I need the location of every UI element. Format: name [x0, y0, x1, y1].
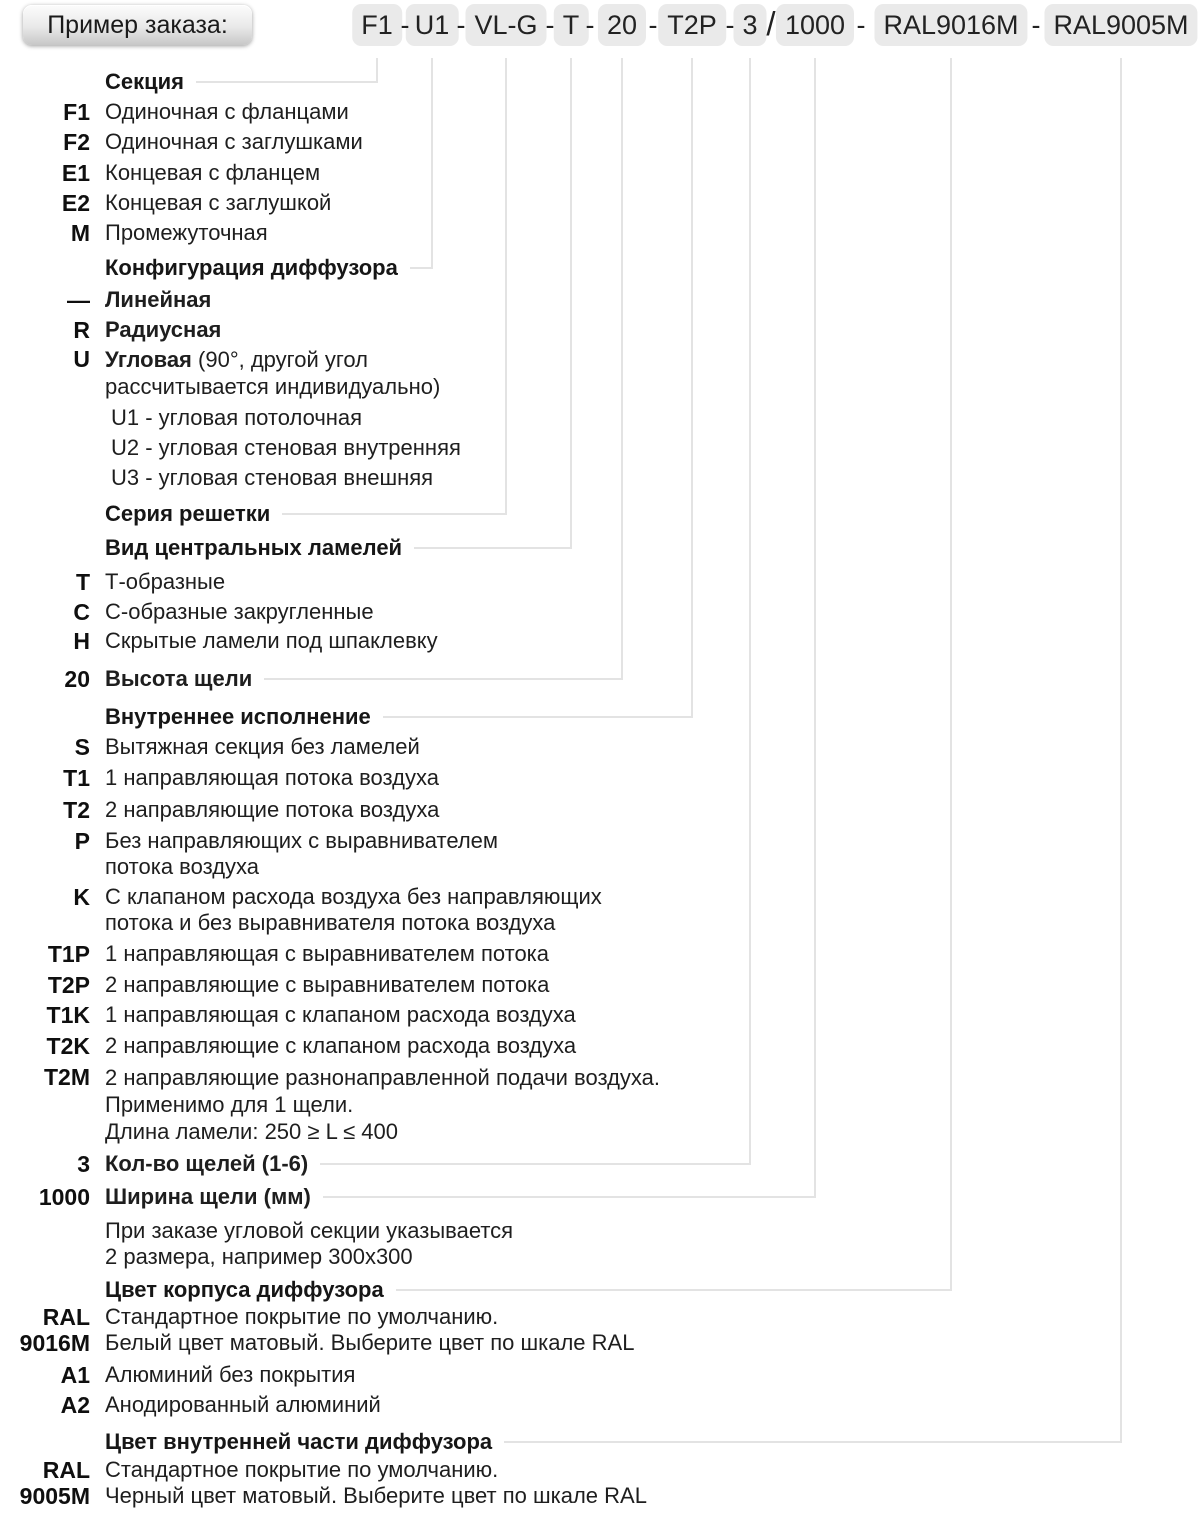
connector-line — [383, 716, 692, 718]
section-header-label: Серия решетки — [105, 501, 271, 526]
item-code: H — [73, 628, 90, 654]
item-description: Вытяжная секция без ламелей — [105, 734, 420, 759]
item-description — [105, 1457, 647, 1509]
section-header-label: Цвет внутренней части диффузора — [105, 1429, 493, 1454]
item-code — [0, 1457, 90, 1509]
item-code: T1 — [63, 765, 90, 791]
section-header-configuration — [105, 253, 432, 283]
item-code: E2 — [61, 190, 90, 216]
connector-line-inner-design — [691, 58, 693, 718]
item-description — [105, 1064, 660, 1145]
code-line: 9005M — [19, 1483, 90, 1509]
description-line: Применимо для 1 щели. — [105, 1092, 354, 1117]
code-part-slot-height: 20 — [598, 4, 646, 46]
item-description: Концевая с фланцем — [105, 160, 321, 185]
description-line: Черный цвет матовый. Выберите цвет по шкале RAL — [105, 1483, 647, 1508]
section-header-label: Цвет корпуса диффузора — [105, 1277, 384, 1302]
legend-row-slot-width — [0, 1182, 815, 1212]
item-code: 3 — [77, 1151, 90, 1177]
legend-row — [0, 285, 211, 315]
connector-line-series — [505, 58, 507, 515]
section-header-label: Секция — [105, 69, 185, 94]
connector-line — [264, 678, 622, 680]
legend-subitem: U3 - угловая стеновая внешняя — [111, 465, 434, 490]
legend-row — [0, 1360, 355, 1390]
connector-line-configuration — [431, 58, 433, 269]
description-line: Стандартное покрытие по умолчанию. — [105, 1457, 499, 1482]
item-description: 2 направляющие с клапаном расхода воздуха — [105, 1033, 577, 1058]
connector-line-slot-height — [621, 58, 623, 680]
item-description: 2 направляющие потока воздуха — [105, 797, 440, 822]
connector-line-lamella-type — [570, 58, 572, 549]
item-description: С-образные закругленные — [105, 599, 374, 624]
connector-line-slot-width — [814, 58, 816, 1198]
item-code: 1000 — [38, 1184, 90, 1210]
connector-line — [504, 1441, 1121, 1443]
connector-line — [410, 267, 432, 269]
legend-row — [0, 1031, 576, 1061]
item-code: 20 — [64, 666, 90, 692]
legend-row — [0, 346, 440, 400]
item-code: C — [73, 599, 90, 625]
item-description — [105, 828, 498, 880]
connector-line — [320, 1163, 750, 1165]
legend-row — [0, 795, 439, 825]
item-description: Ширина щели (мм) — [105, 1184, 311, 1209]
item-description: 1 направляющая с выравнивателем потока — [105, 941, 550, 966]
item-code: A2 — [60, 1392, 90, 1418]
note-line: При заказе угловой секции указывается — [105, 1218, 514, 1243]
item-description: Высота щели — [105, 666, 253, 691]
legend-row — [0, 127, 363, 157]
code-separator-slash: / — [766, 5, 776, 42]
item-code: P — [74, 828, 90, 854]
code-part-body-color: RAL9016M — [874, 4, 1027, 46]
code-part-lamella-type: T — [554, 4, 589, 46]
section-header-inner-design — [105, 702, 692, 732]
legend-row — [0, 188, 331, 218]
legend-row-slot-count — [0, 1149, 750, 1179]
item-code: F1 — [63, 99, 90, 125]
item-code: K — [73, 884, 90, 910]
legend-subitem: U1 - угловая потолочная — [111, 405, 363, 430]
item-description: Алюминий без покрытия — [105, 1362, 356, 1387]
item-description-rest: (90°, другой угол — [191, 347, 368, 372]
connector-line — [396, 1289, 951, 1291]
item-description-bold: Угловая — [105, 347, 192, 372]
code-line: RAL — [42, 1304, 90, 1330]
legend-row-ral9016m — [0, 1304, 634, 1356]
legend-row — [0, 158, 320, 188]
legend-subitem: U2 - угловая стеновая внутренняя — [111, 435, 461, 460]
item-description: Одиночная с фланцами — [105, 99, 349, 124]
legend-row-ral9005m — [0, 1457, 647, 1509]
description-line: Длина ламели: 250 ≥ L ≤ 400 — [105, 1119, 399, 1144]
item-description: 1 направляющая с клапаном расхода воздуха — [105, 1002, 576, 1027]
item-code: U — [73, 346, 90, 372]
item-code: A1 — [60, 1362, 90, 1388]
item-description: Анодированный алюминий — [105, 1392, 381, 1417]
description-line: С клапаном расхода воздуха без направляющих — [105, 884, 602, 909]
code-separator: - — [585, 10, 595, 40]
item-description: Т-образные — [105, 569, 226, 594]
item-code: R — [73, 317, 90, 343]
description-line: потока и без выравнивателя потока воздуха — [105, 910, 556, 935]
legend-row — [0, 763, 439, 793]
description-line: 2 направляющие разнонаправленной подачи воздуха. — [105, 1065, 661, 1090]
code-part-inner-design: T2P — [658, 4, 726, 46]
legend-row — [0, 828, 498, 880]
item-code: T1P — [47, 941, 90, 967]
section-header-label: Конфигурация диффузора — [105, 255, 398, 280]
item-code: S — [74, 734, 90, 760]
section-header-series — [105, 499, 506, 529]
legend-row — [0, 315, 221, 345]
code-part-slot-width: 1000 — [776, 4, 854, 46]
item-description: Скрытые ламели под шпаклевку — [105, 628, 438, 653]
slot-width-note — [105, 1218, 513, 1270]
description-line: Стандартное покрытие по умолчанию. — [105, 1304, 499, 1329]
item-description: 1 направляющая потока воздуха — [105, 765, 439, 790]
code-separator: - — [545, 10, 555, 40]
item-description-line2: рассчитывается индивидуально) — [105, 374, 441, 399]
item-code — [0, 1304, 90, 1356]
legend-row — [0, 1000, 576, 1030]
code-part-configuration: U1 — [406, 4, 459, 46]
item-code: T2M — [44, 1064, 90, 1090]
item-code: — — [67, 287, 90, 313]
connector-line — [196, 81, 377, 83]
code-part-inner-color: RAL9005M — [1044, 4, 1197, 46]
legend-row — [0, 970, 549, 1000]
legend-row — [0, 597, 374, 627]
section-header-section — [105, 67, 377, 97]
connector-line — [282, 513, 506, 515]
section-header-lamella-type — [105, 533, 571, 563]
item-description: Промежуточная — [105, 220, 268, 245]
item-description: Линейная — [105, 287, 212, 312]
item-code: T1K — [46, 1002, 90, 1028]
legend-row — [0, 884, 602, 936]
connector-line-slot-count — [749, 58, 751, 1165]
description-line: Белый цвет матовый. Выберите цвет по шкале RAL — [105, 1330, 635, 1355]
description-line: потока воздуха — [105, 854, 260, 879]
legend-row — [0, 567, 225, 597]
item-description: 2 направляющие с выравнивателем потока — [105, 972, 550, 997]
connector-line — [323, 1196, 815, 1198]
code-separator: - — [725, 10, 735, 40]
item-code: T2P — [47, 972, 90, 998]
connector-line — [414, 547, 571, 549]
code-separator: - — [648, 10, 658, 40]
item-code: T2 — [63, 797, 90, 823]
section-header-body-color — [105, 1275, 951, 1305]
legend-row — [0, 1064, 660, 1145]
item-code: M — [70, 220, 90, 246]
item-description — [105, 884, 602, 936]
code-separator: - — [1031, 10, 1041, 40]
item-description: Радиусная — [105, 317, 222, 342]
connector-line-inner-color — [1120, 58, 1122, 1443]
item-description: Кол-во щелей (1-6) — [105, 1151, 309, 1176]
item-code: E1 — [61, 160, 90, 186]
description-line: Без направляющих с выравнивателем — [105, 828, 499, 853]
legend-row — [0, 1390, 381, 1420]
code-separator: - — [856, 10, 866, 40]
note-line: 2 размера, например 300х300 — [105, 1244, 413, 1269]
legend-row — [0, 218, 268, 248]
code-separator: - — [400, 10, 410, 40]
section-header-inner-color — [105, 1427, 1121, 1457]
code-part-series: VL-G — [465, 4, 546, 46]
code-part-section: F1 — [352, 4, 402, 46]
item-description: Концевая с заглушкой — [105, 190, 332, 215]
code-separator: - — [456, 10, 466, 40]
item-description — [105, 346, 440, 400]
section-header-label: Внутреннее исполнение — [105, 704, 371, 729]
section-header-label: Вид центральных ламелей — [105, 535, 403, 560]
legend-row — [0, 939, 549, 969]
connector-line-body-color — [950, 58, 952, 1291]
legend-row — [0, 97, 349, 127]
legend-row — [0, 732, 420, 762]
example-order-badge: Пример заказа: — [23, 5, 252, 45]
item-code: T2K — [46, 1033, 90, 1059]
item-code: F2 — [63, 129, 90, 155]
item-description: Одиночная с заглушками — [105, 129, 363, 154]
code-line: 9016M — [19, 1330, 90, 1356]
item-code: T — [75, 569, 90, 595]
code-part-slot-count: 3 — [733, 4, 766, 46]
legend-row — [0, 626, 438, 656]
item-description — [105, 1304, 634, 1356]
code-line: RAL — [42, 1457, 90, 1483]
legend-row-slot-height — [0, 664, 622, 694]
